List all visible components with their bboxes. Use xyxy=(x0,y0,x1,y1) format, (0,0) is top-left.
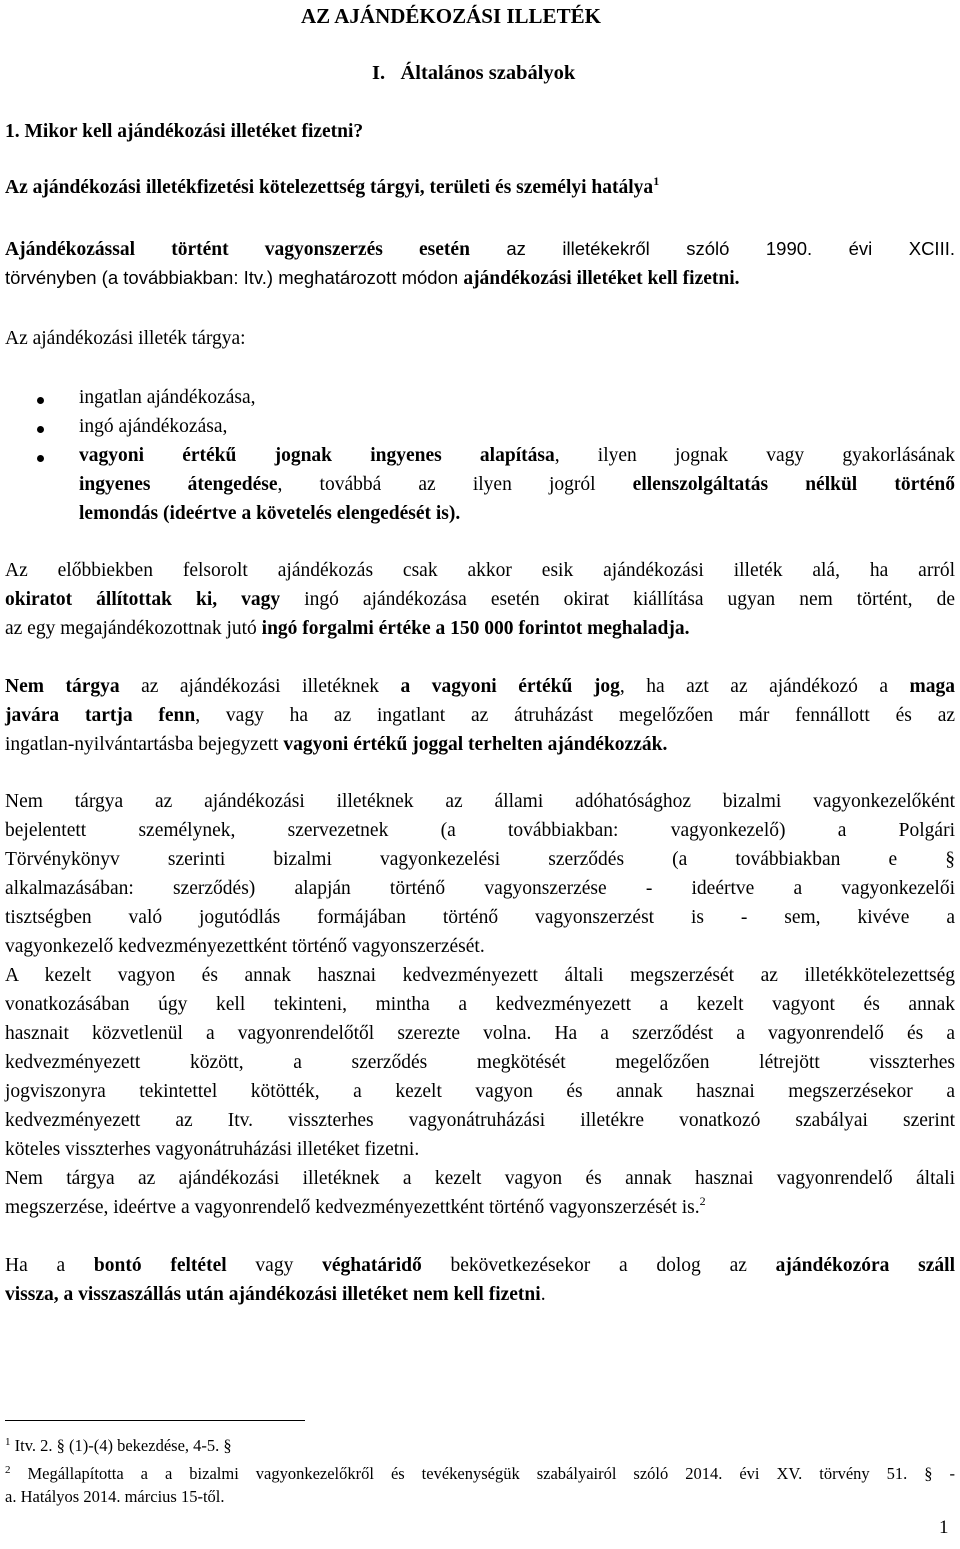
para2-text-h: ingatlan-nyilvántartásba bejegyzett xyxy=(5,734,284,755)
para2-bold-i: vagyoni értékű joggal terhelten ajándékozzák. xyxy=(283,734,668,755)
bullet-item-1: ingatlan ajándékozása, xyxy=(79,387,256,408)
intro-line-2 xyxy=(5,263,955,293)
footnote-1-number: 1 xyxy=(5,1436,11,1448)
para1-bold-a: okiratot állítottak ki, vagy xyxy=(5,589,281,610)
footnote-2-line-2: a. Hatályos 2014. március 15-től. xyxy=(5,1487,225,1506)
para2-bold-e: maga xyxy=(909,676,955,697)
question-heading: 1. Mikor kell ajándékozási illetéket fizetni? xyxy=(5,121,364,142)
page-number: 1 xyxy=(939,1517,949,1538)
para3-line-9: hasznait közvetlenül a vagyonrendelőtől szerezte volna. Ha a szerződést a vagyonrendelő és a xyxy=(5,1023,955,1044)
document-title: AZ AJÁNDÉKOZÁSI ILLETÉK xyxy=(301,4,601,28)
bullet-item-3-text-d: , továbbá az ilyen jogról xyxy=(277,474,633,495)
para2-line-1 xyxy=(5,672,955,701)
bullet-item-2: ingó ajándékozása, xyxy=(79,416,228,437)
footnote-separator xyxy=(5,1420,305,1421)
para4-line-1 xyxy=(5,1251,955,1280)
section-number: I. xyxy=(372,62,386,84)
footnote-ref-1: 1 xyxy=(653,174,660,188)
para2-bold-f: javára tartja fenn xyxy=(5,705,196,726)
para4-text-c: vagy xyxy=(226,1255,323,1276)
para4-text-e: bekövetkezésekor a dolog az xyxy=(421,1255,776,1276)
bullet-item-3-bold-c: ingyenes átengedése xyxy=(79,474,278,495)
subject-label: Az ajándékozási illeték tárgya: xyxy=(5,328,246,349)
para3-line-13: köteles visszterhes vagyonátruházási illetéket fizetni. xyxy=(5,1139,420,1160)
para2-line-3 xyxy=(5,730,955,759)
para3-line-6: vagyonkezelő kedvezményezettként történő vagyonszerzését. xyxy=(5,936,485,957)
para3-line-10: kedvezményezett között, a szerződés megkötését megelőzően létrejött visszterhes xyxy=(5,1052,955,1073)
para3-line-5: tisztségben való jogutódlás formájában történő vagyonszerzést is - sem, kivéve a xyxy=(5,907,955,928)
para3-line-15 xyxy=(5,1193,955,1222)
intro-sans-2: törvényben (a továbbiakban: Itv.) meghatározott módon xyxy=(5,267,464,288)
para1-bold-d: ingó forgalmi értéke a 150 000 forintot meghaladja. xyxy=(261,618,690,639)
para3-last-text: megszerzése, ideértve a vagyonrendelő kedvezményezettként történő vagyonszerzését is. xyxy=(5,1197,700,1218)
bullet-dot xyxy=(37,397,44,404)
bullet-dot xyxy=(37,426,44,433)
footnote-1-text: Itv. 2. § (1)-(4) bekezdése, 4-5. § xyxy=(14,1436,232,1455)
bullet-item-3-bold-e: ellenszolgáltatás nélkül történő xyxy=(632,474,955,495)
para2-bold-c: a vagyoni értékű jog xyxy=(400,676,620,697)
intro-line-1 xyxy=(5,234,955,264)
para1-line-1: Az előbbiekben felsorolt ajándékozás csak akkor esik ajándékozási illeték alá, ha arról xyxy=(5,560,955,581)
para2-bold-a: Nem tárgya xyxy=(5,676,120,697)
section-title: Általános szabályok xyxy=(400,62,576,84)
para4-bold-b: bontó feltétel xyxy=(93,1255,227,1276)
para4-bold-g: vissza, a visszaszállás után ajándékozási illetéket nem kell fizetni xyxy=(5,1284,541,1305)
para2-text-d: , ha azt az ajándékozó a xyxy=(619,676,910,697)
bullet-item-3-text-b: , ilyen jognak vagy gyakorlásának xyxy=(554,445,955,466)
intro-bold-2: ajándékozási illetéket kell fizetni. xyxy=(463,268,740,289)
para4-bold-d: véghatáridő xyxy=(322,1255,422,1276)
bullet-item-3-line-1 xyxy=(79,441,955,470)
para2-text-b: az ajándékozási illetéknek xyxy=(119,676,401,697)
footnote-2-line-1 xyxy=(5,1464,955,1484)
para4-bold-f: ajándékozóra száll xyxy=(775,1255,955,1276)
para4-line-2 xyxy=(5,1280,955,1309)
para3-line-8: vonatkozásában úgy kell tekinteni, mintha a kedvezményezett a kezelt vagyont és annak xyxy=(5,994,955,1015)
para2-text-g: , vagy ha az ingatlant az átruházást megelőzően már fennállott és az xyxy=(195,705,956,726)
para3-line-14: Nem tárgya az ajándékozási illetéknek a kezelt vagyon és annak hasznai vagyonrendelő általi xyxy=(5,1168,955,1189)
section-heading xyxy=(372,62,575,85)
para3-line-7: A kezelt vagyon és annak hasznai kedvezményezett általi megszerzését az illetékkötelezettség xyxy=(5,965,955,986)
footnote-1 xyxy=(5,1436,955,1456)
footnote-ref-2: 2 xyxy=(699,1194,706,1208)
para3-line-11: jogviszonyra tekintettel kötötték, a kezelt vagyon és annak hasznai megszerzésekor a xyxy=(5,1081,955,1102)
para3-line-3: Törvénykönyv szerinti bizalmi vagyonkezelési szerződés (a továbbiakban e § xyxy=(5,849,955,870)
intro-bold-1: Ajándékozással történt vagyonszerzés esetén xyxy=(5,239,470,260)
scope-heading xyxy=(5,174,660,199)
bullet-item-3-bold-a: vagyoni értékű jognak ingyenes alapítása xyxy=(79,445,555,466)
footnote-2-text: Megállapította a a bizalmi vagyonkezelőkről és tevékenységük szabályairól szóló 2014. évi XV. törvény 51. § - xyxy=(27,1464,955,1483)
para1-text-b: ingó ajándékozása esetén okirat kiállítása ugyan nem történt, de xyxy=(280,589,955,610)
para4-text-h: . xyxy=(540,1284,546,1305)
para1-line-2 xyxy=(5,585,955,614)
para3-line-2: bejelentett személynek, szervezetnek (a továbbiakban: vagyonkezelő) a Polgári xyxy=(5,820,955,841)
para2-line-2 xyxy=(5,701,955,730)
footnote-2-number: 2 xyxy=(5,1464,11,1476)
para4-text-a: Ha a xyxy=(5,1255,94,1276)
para1-line-3 xyxy=(5,614,955,643)
intro-sans-1: az illetékekről szóló 1990. évi XCIII. xyxy=(469,238,955,259)
bullet-item-3-line-2 xyxy=(79,470,955,499)
para3-line-1: Nem tárgya az ajándékozási illetéknek az állami adóhatósághoz bizalmi vagyonkezelőként xyxy=(5,791,955,812)
para3-line-4: alkalmazásában: szerződés) alapján történő vagyonszerzése - ideértve a vagyonkezelői xyxy=(5,878,955,899)
scope-heading-text: Az ajándékozási illetékfizetési kötelezettség tárgyi, területi és személyi hatálya xyxy=(5,177,654,198)
para1-text-c: az egy megajándékozottnak jutó xyxy=(5,618,262,639)
para3-line-12: kedvezményezett az Itv. visszterhes vagyonátruházási illetékre vonatkozó szabályai szerint xyxy=(5,1110,955,1131)
bullet-item-3-line-3: lemondás (ideértve a követelés elengedését is). xyxy=(79,503,461,524)
bullet-dot xyxy=(37,455,44,462)
